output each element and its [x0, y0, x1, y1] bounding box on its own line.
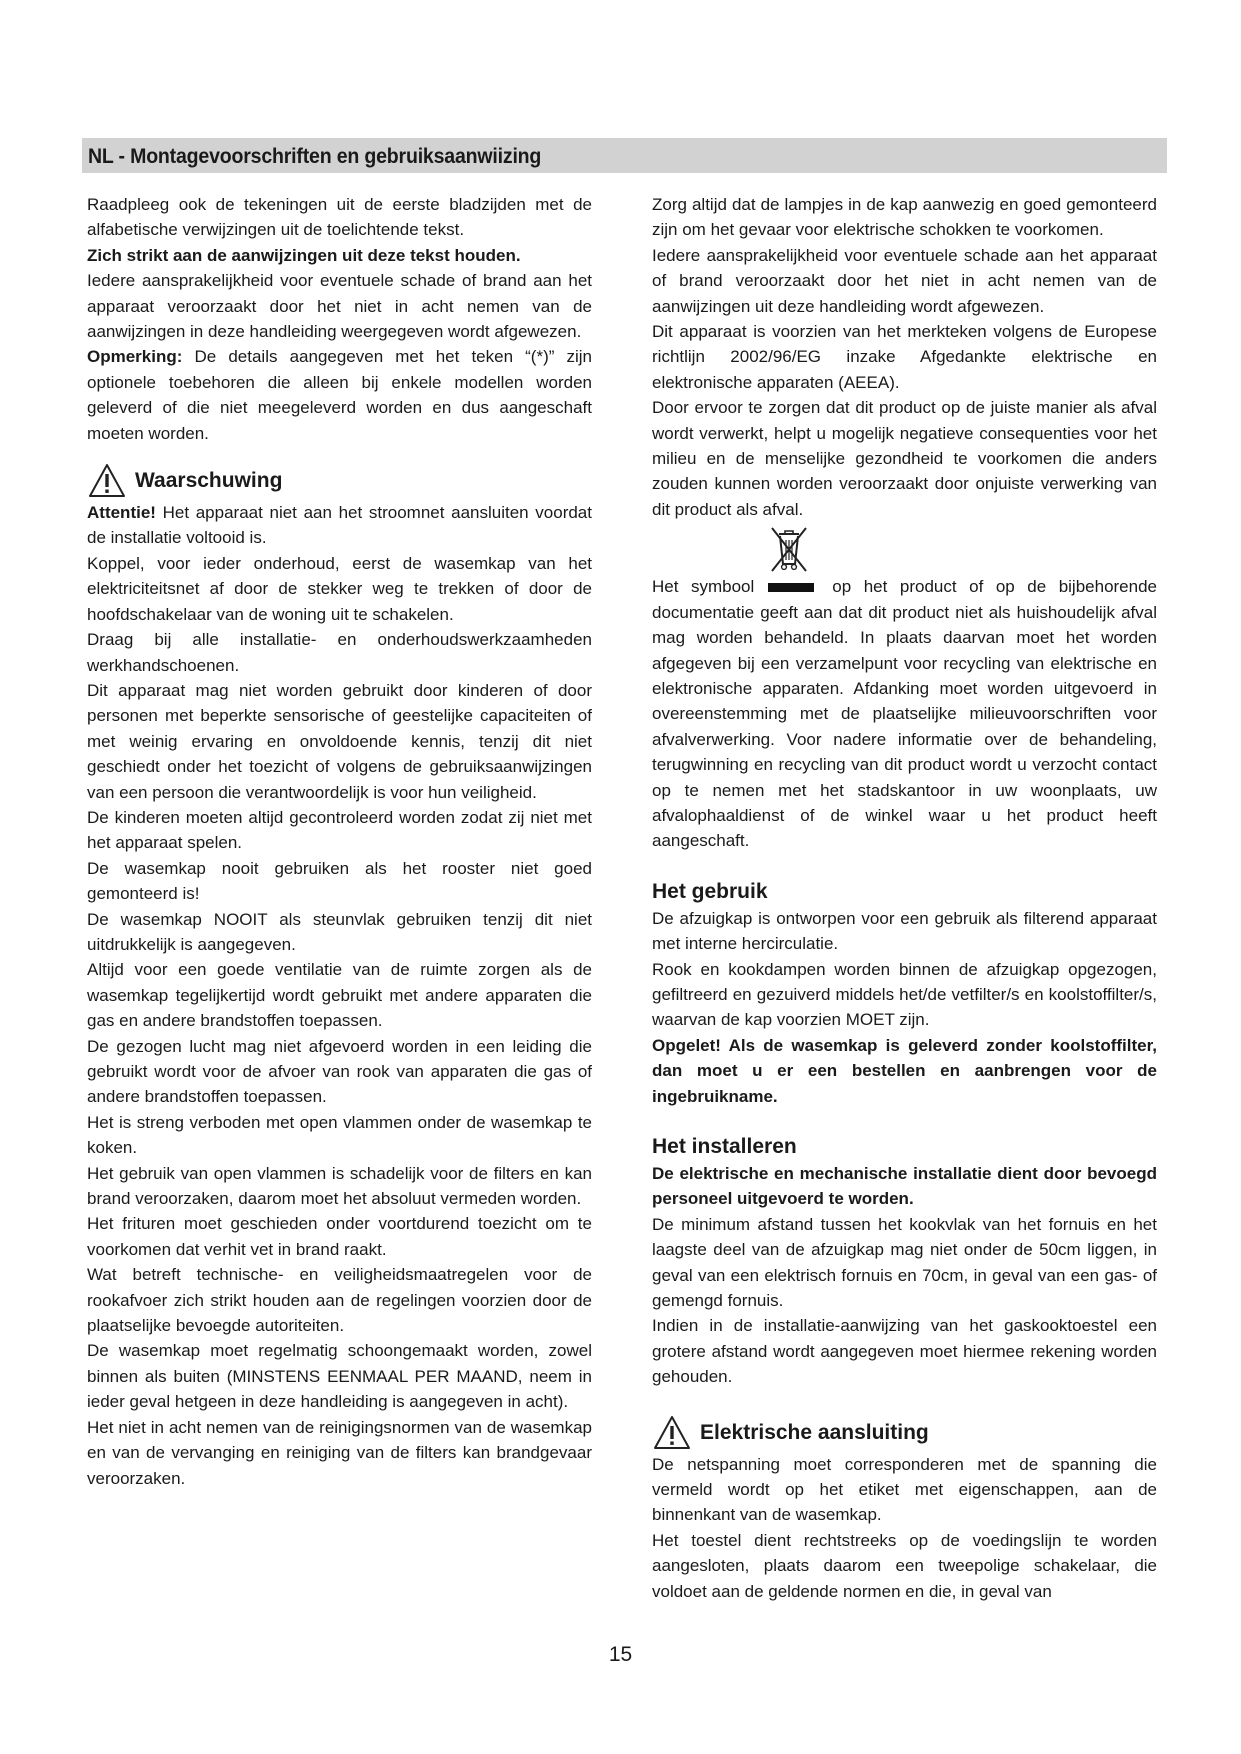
- warning-paragraph: Draag bij alle installatie- en onderhoudswerkzaamheden werkhandschoenen.: [87, 630, 592, 675]
- warning-paragraph: De gezogen lucht mag niet afgevoerd worden in een leiding die gebruikt wordt voor de afvoer van rook van apparaten die gas of andere brandstoffen toepassen.: [87, 1036, 592, 1107]
- warning-paragraph: Koppel, voor ieder onderhoud, eerst de wasemkap van het elektriciteitsnet af door de stekker weg te trekken of door de hoofdschakelaar van de woning uit te schakelen.: [87, 553, 592, 624]
- black-bar-symbol: [768, 583, 814, 592]
- electrical-heading: Elektrische aansluiting: [652, 1414, 1157, 1452]
- note-paragraph: Opmerking: De details aangegeven met het teken “(*)” zijn optionele toebehoren die alleen bij enkele modellen worden geleverd of die niet meegeleverd worden en dus aangeschaft moeten worden.: [87, 347, 592, 443]
- warning-triangle-icon: [87, 462, 127, 500]
- warning-paragraph: De wasemkap NOOIT als steunvlak gebruiken tenzij dit niet uitdrukkelijk is aangegeven.: [87, 909, 592, 954]
- weee-symbol-block: [652, 522, 1157, 574]
- warning-heading: Waarschuwing: [87, 462, 592, 500]
- crossed-bin-icon: [764, 524, 814, 574]
- right-column: [652, 192, 1157, 1604]
- header-bar: [82, 138, 1167, 173]
- use-paragraph: Rook en kookdampen worden binnen de afzuigkap opgezogen, gefiltreerd en gezuiverd middels het/de vetfilter/s en koolstoffilter/s, waarvan de kap voorzien MOET zijn.: [652, 959, 1157, 1030]
- warning-paragraph: De kinderen moeten altijd gecontroleerd worden zodat zij niet met het apparaat spelen.: [87, 807, 592, 853]
- symbol-paragraph: Het symbool op het product of op de bijbehorende documentatie geeft aan dat dit product niet als huishoudelijk afval mag worden behandeld. In plaats daarvan moet het worden afgegeven bij een verzamelpunt voor recycling van elektrische en elektronische apparaten. Afdanking moet worden uitgevoerd in overeenstemming met de plaatselijke milieuvoorschriften voor afvalverwerking. Voor nadere informatie over de behandeling, terugwinning en recycling van dit product wordt u verzocht contact op te nemen met het stadskantoor in uw woonplaats, uw afvalophaaldienst of de winkel waar u het product heeft aangeschaft.: [652, 577, 1158, 851]
- install-paragraph: Indien in de installatie-aanwijzing van het gaskooktoestel een grotere afstand wordt aangegeven moet hiermee rekening worden gehouden.: [652, 1316, 1157, 1387]
- warning-paragraph: De wasemkap moet regelmatig schoongemaakt worden, zowel binnen als buiten (MINSTENS EENMAAL PER MAAND, neem in ieder geval hetgeen in deze handleiding is aangegeven in acht).: [87, 1341, 592, 1412]
- intro-paragraph: Raadpleeg ook de tekeningen uit de eerste bladzijden met de alfabetische verwijzingen uit de toelichtende tekst.: [87, 195, 592, 240]
- electrical-paragraph: De netspanning moet corresponderen met de spanning die vermeld wordt op het etiket met eigenschappen, aan de binnenkant van de wasemkap.: [652, 1454, 1157, 1525]
- disposal-paragraph: Door ervoor te zorgen dat dit product op de juiste manier als afval wordt verwerkt, helpt u mogelijk negatieve consequenties voor het milieu en de menselijke gezondheid te voorkomen die anders zouden kunnen worden veroorzaakt door onjuiste verwerking van dit product als afval.: [652, 398, 1157, 519]
- directive-paragraph: Dit apparaat is voorzien van het merkteken volgens de Europese richtlijn 2002/96/EG inzake Afgedankte elektrische en elektronische apparaten (AEEA).: [652, 322, 1157, 392]
- page-number: 15: [608, 1643, 633, 1666]
- install-warning: De elektrische en mechanische installatie dient door bevoegd personeel uitgevoerd te worden.: [652, 1164, 1157, 1209]
- warning-paragraph: Het gebruik van open vlammen is schadelijk voor de filters en kan brand veroorzaken, daarom moet het absoluut vermeden worden.: [87, 1163, 592, 1209]
- warning-paragraph: Het niet in acht nemen van de reinigingsnormen van de wasemkap en van de vervanging en reiniging van de filters kan brandgevaar veroorzaken.: [87, 1417, 592, 1488]
- warning-paragraph: De wasemkap nooit gebruiken als het rooster niet goed gemonteerd is!: [87, 858, 592, 904]
- liability-paragraph: Iedere aansprakelijkheid voor eventuele schade aan het apparaat of brand veroorzaakt door het niet in acht nemen van de aanwijzingen uit deze handleiding wordt afgewezen.: [652, 245, 1157, 316]
- warning-paragraph: Wat betreft technische- en veiligheidsmaatregelen voor de rookafvoer zich strikt houden aan de regelingen voorzien door de plaatselijke bevoegde autoriteiten.: [87, 1265, 592, 1336]
- note-label: Opmerking:: [87, 347, 183, 367]
- install-heading: Het installeren: [652, 1135, 797, 1158]
- use-paragraph: De afzuigkap is ontworpen voor een gebruik als filterend apparaat met interne hercirculatie.: [652, 908, 1157, 954]
- page-title: NL - Montagevoorschriften en gebruiksaanwiizing: [88, 145, 542, 168]
- attention-paragraph: Attentie! Het apparaat niet aan het stroomnet aansluiten voordat de installatie voltooid is.: [87, 503, 592, 548]
- attention-label: Attentie!: [87, 503, 156, 523]
- electrical-paragraph: Het toestel dient rechtstreeks op de voedingslijn te worden aangesloten, plaats daarom een tweepolige schakelaar, die voldoet aan de geldende normen en die, in geval van: [652, 1530, 1157, 1601]
- strict-instruction: Zich strikt aan de aanwijzingen uit deze tekst houden.: [87, 245, 521, 265]
- use-warning: Opgelet! Als de wasemkap is geleverd zonder koolstoffilter, dan moet u er een bestellen en aanbrengen voor de ingebruikname.: [652, 1035, 1157, 1106]
- warning-triangle-icon: [652, 1414, 692, 1452]
- install-paragraph: De minimum afstand tussen het kookvlak van het fornuis en het laagste deel van de afzuigkap mag niet onder de 50cm liggen, in geval van een elektrisch fornuis en 70cm, in geval van een gas- of gemengd fornuis.: [652, 1214, 1157, 1311]
- warning-paragraph: Het is streng verboden met open vlammen onder de wasemkap te koken.: [87, 1112, 592, 1158]
- lamp-paragraph: Zorg altijd dat de lampjes in de kap aanwezig en goed gemonteerd zijn om het gevaar voor elektrische schokken te voorkomen.: [652, 195, 1157, 240]
- warning-paragraph: Dit apparaat mag niet worden gebruikt door kinderen of door personen met beperkte sensorische of geestelijke capaciteiten of met weinig ervaring en onvoldoende kennis, tenzij dit niet geschiedt onder het toezicht of volgens de gebruiksaanwijzingen van een persoon die verantwoordelijk is voor hun veiligheid.: [87, 680, 592, 802]
- warning-paragraph: Het frituren moet geschieden onder voortdurend toezicht om te voorkomen dat verhit vet in brand raakt.: [87, 1214, 592, 1259]
- use-heading: Het gebruik: [652, 879, 768, 903]
- warning-paragraph: Altijd voor een goede ventilatie van de ruimte zorgen als de wasemkap tegelijkertijd wordt gebruikt met andere apparaten die gas en andere brandstoffen toepassen.: [87, 960, 592, 1031]
- liability-paragraph: Iedere aansprakelijkheid voor eventuele schade of brand aan het apparaat veroorzaakt door het niet in acht nemen van de aanwijzingen in deze handleiding weergegeven wordt afgewezen.: [87, 271, 592, 342]
- left-column: [87, 192, 592, 1491]
